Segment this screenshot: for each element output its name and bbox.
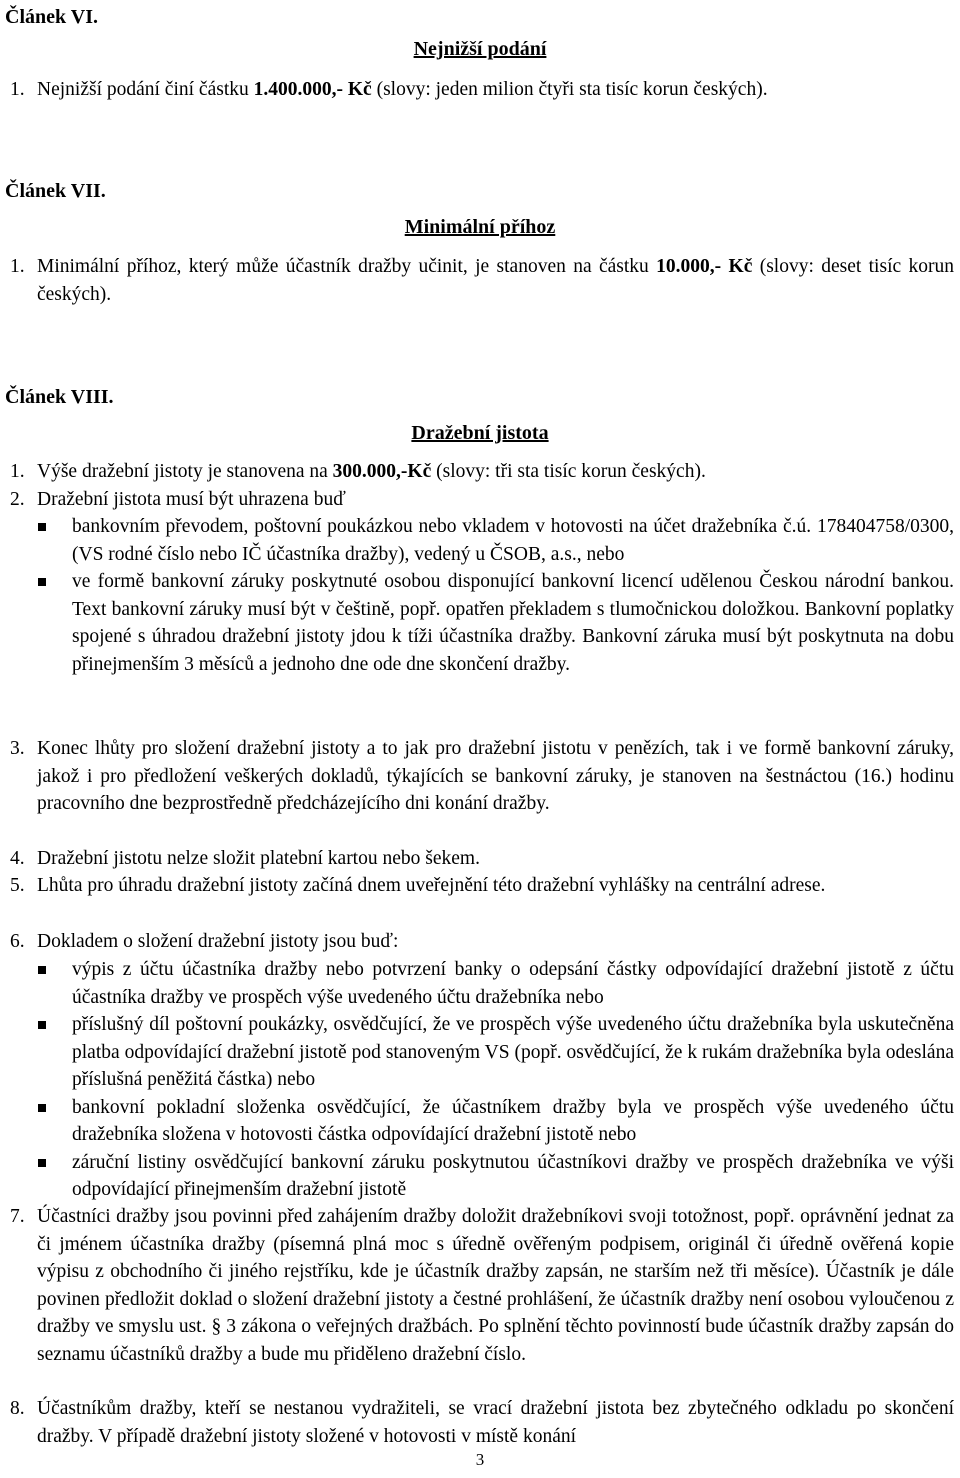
paragraph-number: 1.: [10, 79, 25, 100]
article-7-heading: Článek VII.: [5, 180, 106, 202]
paragraph-text: Dokladem o složení dražební jistoty jsou buď:: [37, 931, 399, 952]
paragraph-text: Konec lhůty pro složení dražební jistoty a to jak pro dražební jistotu v penězích, tak i ve formě bankovní záruky, jakož i pro předložení veškerých dokladů, týkajících se bankovní záruky, je stanoven na šestnáctou (16.) hodinu pracovního dne bezprostředně předcházejícího dni konání dražby.: [37, 738, 954, 814]
paragraph-text: Účastníci dražby jsou povinni před zahájením dražby doložit dražebníkovi svoji totožnost, popř. oprávnění jednat za či jménem účastníka dražby (písemná plná moc s úředně ověřeným podpisem, originál či úředně ověřená kopie výpisu z obchodního či jiného rejstříku, kde je účastník dražby zapsán, ne starším než tři měsíce). Účastník je dále povinen předložit doklad o složení dražební jistoty a čestné prohlášení, že účastník dražby není osobou vyloučenou z dražby ve smyslu ust. § 3 zákona o veřejných dražbách. Po splnění těchto povinností bude účastník dražby zapsán do seznamu účastníků dražby a bude mu přiděleno dražební číslo.: [37, 1206, 954, 1365]
article-8-heading: Článek VIII.: [5, 386, 114, 408]
bullet-square-icon: [38, 1159, 46, 1167]
paragraph-number: 1.: [10, 256, 25, 277]
list-item: výpis z účtu účastníka dražby nebo potvrzení banky o odepsání částky odpovídající dražební jistotě z účtu účastníka dražby ve prospěch výše uvedeného účtu dražebníka nebo: [36, 956, 954, 1011]
bullet-square-icon: [38, 1104, 46, 1112]
article-8-paragraph-6: [10, 928, 954, 956]
amount: 10.000,- Kč: [656, 256, 753, 277]
article-6-paragraph-1: [10, 76, 954, 104]
paragraph-text: Lhůta pro úhradu dražební jistoty začíná dnem uveřejnění této dražební vyhlášky na centrální adrese.: [37, 875, 826, 896]
article-8-paragraph-2: [10, 486, 954, 514]
article-6-title: Nejnižší podání: [413, 38, 547, 60]
article-8-paragraph-1: [10, 458, 954, 486]
paragraph-number: 2.: [10, 489, 25, 510]
amount: 300.000,-Kč: [332, 461, 432, 482]
list-item: záruční listiny osvědčující bankovní záruku poskytnutou účastníkovi dražby ve prospěch dražebníka ve výši odpovídající přinejmenším dražební jistotě: [36, 1149, 954, 1204]
paragraph-number: 8.: [10, 1398, 25, 1419]
list-item: ve formě bankovní záruky poskytnuté osobou disponující bankovní licencí udělenou Českou národní bankou. Text bankovní záruky musí být v češtině, popř. opatřen překladem s tlumočnickou doložkou. Bankovní poplatky spojené s úhradou dražební jistoty jdou k tíži účastníka dražby. Bankovní záruka musí být poskytnuta na dobu přinejmenším 3 měsíců a jednoho dne ode dne skončení dražby.: [36, 568, 954, 678]
paragraph-number: 6.: [10, 931, 25, 952]
article-8-paragraph-7: [10, 1203, 954, 1368]
bullet-square-icon: [38, 966, 46, 974]
article-8-paragraph-6-bullets: [36, 956, 954, 1204]
paragraph-number: 7.: [10, 1206, 25, 1227]
list-item: bankovním převodem, poštovní poukázkou nebo vkladem v hotovosti na účet dražebníka č.ú. 178404758/0300, (VS rodné číslo nebo IČ účastníka dražby), vedený u ČSOB, a.s., nebo: [36, 513, 954, 568]
paragraph-text: Nejnižší podání činí částku 1.400.000,- Kč (slovy: jeden milion čtyři sta tisíc korun českých).: [37, 79, 768, 100]
paragraph-text: Dražební jistotu nelze složit platební kartou nebo šekem.: [37, 848, 480, 869]
article-8-title: Dražební jistota: [411, 422, 549, 444]
paragraph-number: 3.: [10, 738, 25, 759]
article-8-paragraph-4: [10, 845, 954, 873]
bullet-square-icon: [38, 523, 46, 531]
article-8-paragraph-5: [10, 872, 954, 900]
paragraph-number: 4.: [10, 848, 25, 869]
amount: 1.400.000,- Kč: [253, 79, 372, 100]
paragraph-number: 5.: [10, 875, 25, 896]
paragraph-text: Dražební jistota musí být uhrazena buď: [37, 489, 346, 510]
bullet-square-icon: [38, 578, 46, 586]
article-8-paragraph-8: [10, 1395, 954, 1450]
list-item: příslušný díl poštovní poukázky, osvědčující, že ve prospěch výše uvedeného účtu dražebníka byla uskutečněna platba odpovídající dražební jistotě pod stanoveným VS (popř. osvědčující, že k rukám dražebníka byla odeslána příslušná peněžitá částka) nebo: [36, 1011, 954, 1094]
list-item: bankovní pokladní složenka osvědčující, že účastníkem dražby byla ve prospěch výše uvedeného účtu dražebníka složena v hotovosti částka odpovídající dražební jistotě nebo: [36, 1094, 954, 1149]
paragraph-text: Výše dražební jistoty je stanovena na 300.000,-Kč (slovy: tři sta tisíc korun českých).: [37, 461, 706, 482]
article-7-paragraph-1: [10, 253, 954, 308]
page-number: 3: [475, 1450, 485, 1469]
paragraph-number: 1.: [10, 461, 25, 482]
article-8-paragraph-3: [10, 735, 954, 818]
bullet-square-icon: [38, 1021, 46, 1029]
paragraph-text: Účastníkům dražby, kteří se nestanou vydražiteli, se vrací dražební jistota bez zbytečného odkladu po skončení dražby. V případě dražební jistoty složené v hotovosti v místě konání: [37, 1398, 954, 1447]
article-8-paragraph-2-bullets: [36, 513, 954, 678]
article-6-heading: Článek VI.: [5, 6, 98, 28]
paragraph-text: Minimální příhoz, který může účastník dražby učinit, je stanoven na částku 10.000,- Kč (slovy: deset tisíc korun českých).: [37, 256, 954, 305]
article-7-title: Minimální příhoz: [404, 216, 556, 238]
